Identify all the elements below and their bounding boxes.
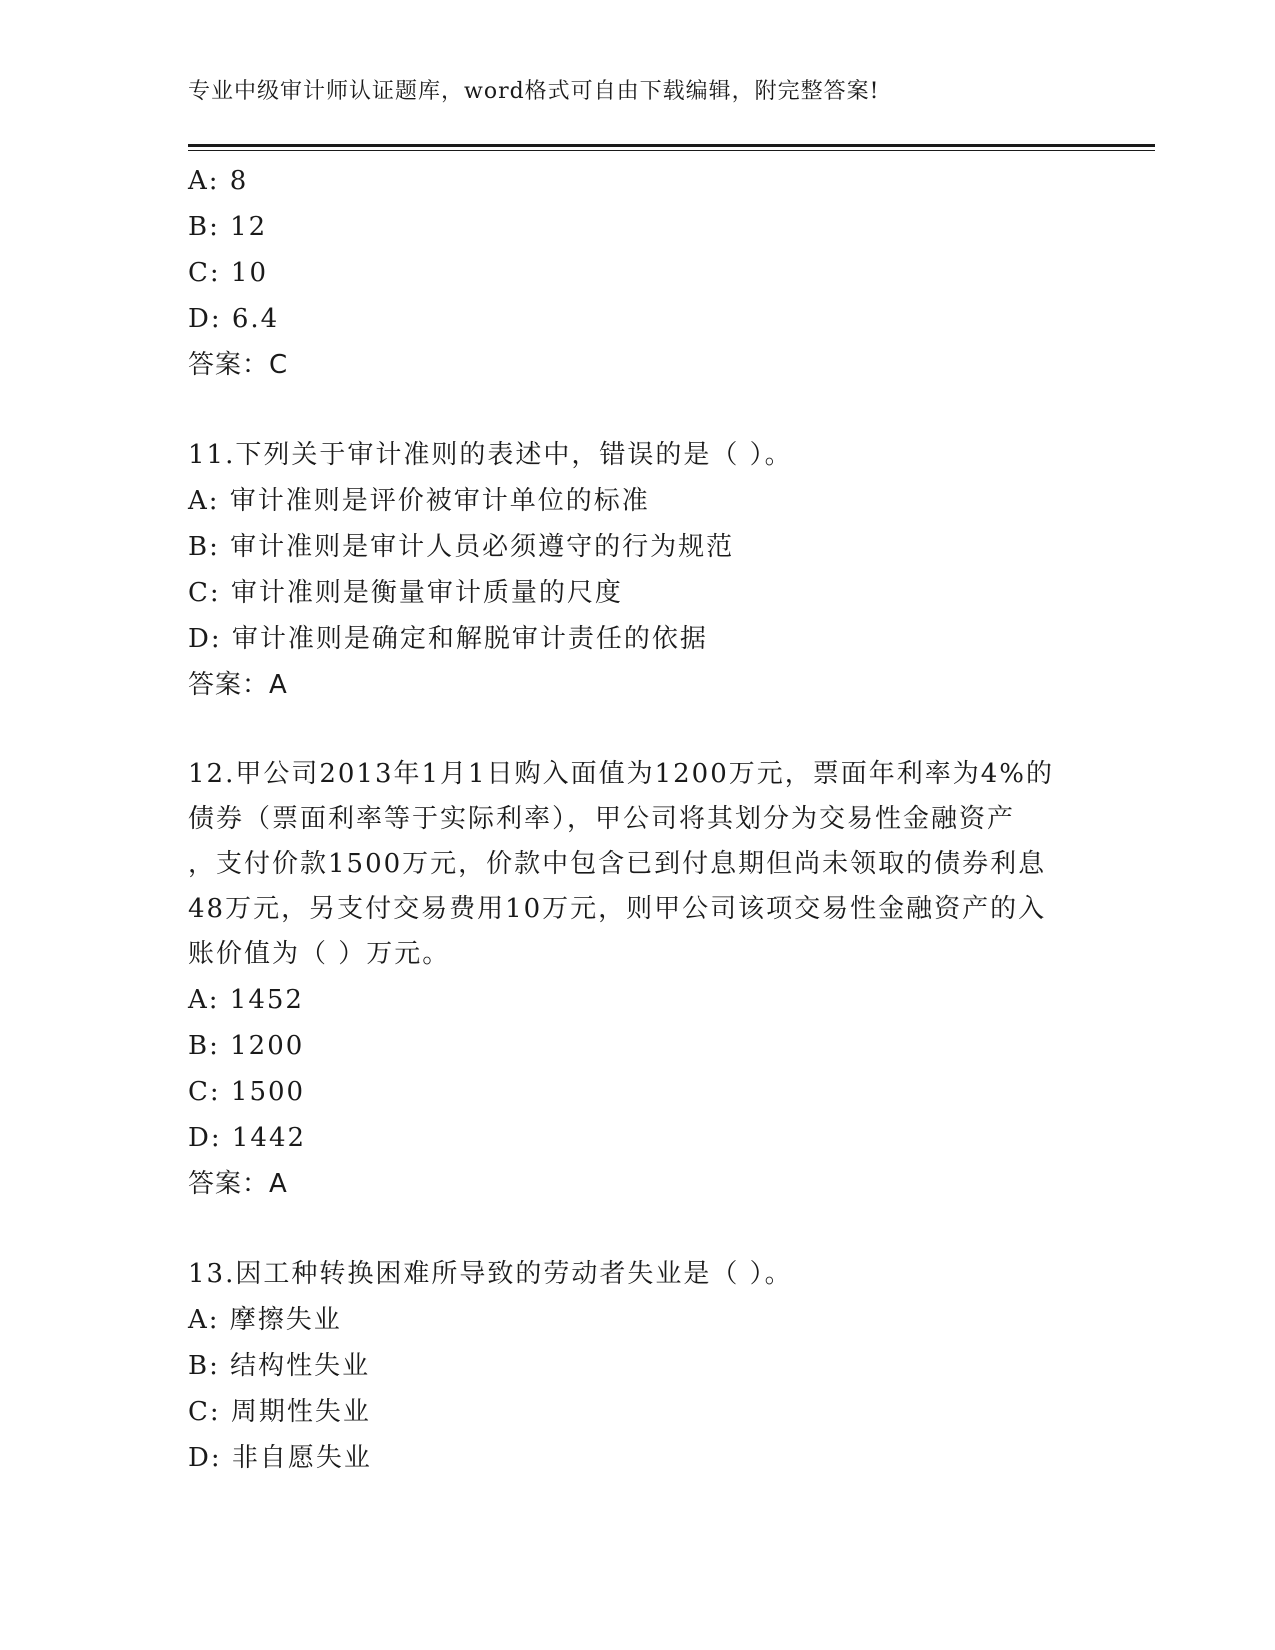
option-d: D: 6.4 xyxy=(188,304,280,334)
spacer xyxy=(188,1207,1088,1251)
question-stem: 11.下列关于审计准则的表述中，错误的是（ ）。 xyxy=(188,440,793,470)
question-stem: 13.因工种转换困难所导致的劳动者失业是（ ）。 xyxy=(188,1259,793,1289)
page-header: 专业中级审计师认证题库，word格式可自由下载编辑，附完整答案! xyxy=(188,79,880,104)
option-c: C: 周期性失业 xyxy=(188,1397,371,1427)
option-a: A: 1452 xyxy=(188,985,304,1015)
question-stem-line: 账价值为（ ）万元。 xyxy=(188,939,451,969)
question-block-11 xyxy=(188,432,1088,708)
option-b: B: 12 xyxy=(188,212,268,242)
question-block-12-options xyxy=(188,977,1088,1207)
option-a: A: 8 xyxy=(188,166,249,196)
option-d: D: 审计准则是确定和解脱审计责任的依据 xyxy=(188,624,708,654)
option-d: D: 1442 xyxy=(188,1123,307,1153)
question-block-12 xyxy=(188,752,1088,977)
question-stem-line: 48万元，另支付交易费用10万元，则甲公司该项交易性金融资产的入 xyxy=(188,894,1047,924)
option-b: B: 审计准则是审计人员必须遵守的行为规范 xyxy=(188,532,735,562)
option-a: A: 审计准则是评价被审计单位的标准 xyxy=(188,486,650,516)
question-list xyxy=(188,158,1088,1481)
question-stem-line: ，支付价款1500万元，价款中包含已到付息期但尚未领取的债券利息 xyxy=(188,849,1047,879)
option-c: C: 审计准则是衡量审计质量的尺度 xyxy=(188,578,623,608)
option-c: C: 1500 xyxy=(188,1077,306,1107)
spacer xyxy=(188,388,1088,432)
question-block-10 xyxy=(188,158,1088,388)
option-c: C: 10 xyxy=(188,258,269,288)
answer-line: 答案：A xyxy=(188,670,288,700)
option-b: B: 结构性失业 xyxy=(188,1351,371,1381)
spacer xyxy=(188,708,1088,752)
header-rule-thin xyxy=(188,150,1155,151)
question-stem-line: 债券（票面利率等于实际利率），甲公司将其划分为交易性金融资产 xyxy=(188,804,1016,834)
option-a: A: 摩擦失业 xyxy=(188,1305,342,1335)
header-rule-thick xyxy=(188,144,1155,147)
answer-line: 答案：C xyxy=(188,350,289,380)
option-d: D: 非自愿失业 xyxy=(188,1443,372,1473)
question-block-13 xyxy=(188,1251,1088,1481)
answer-line: 答案：A xyxy=(188,1169,288,1199)
option-b: B: 1200 xyxy=(188,1031,305,1061)
question-stem-line: 12.甲公司2013年1月1日购入面值为1200万元，票面年利率为4%的 xyxy=(188,759,1055,789)
